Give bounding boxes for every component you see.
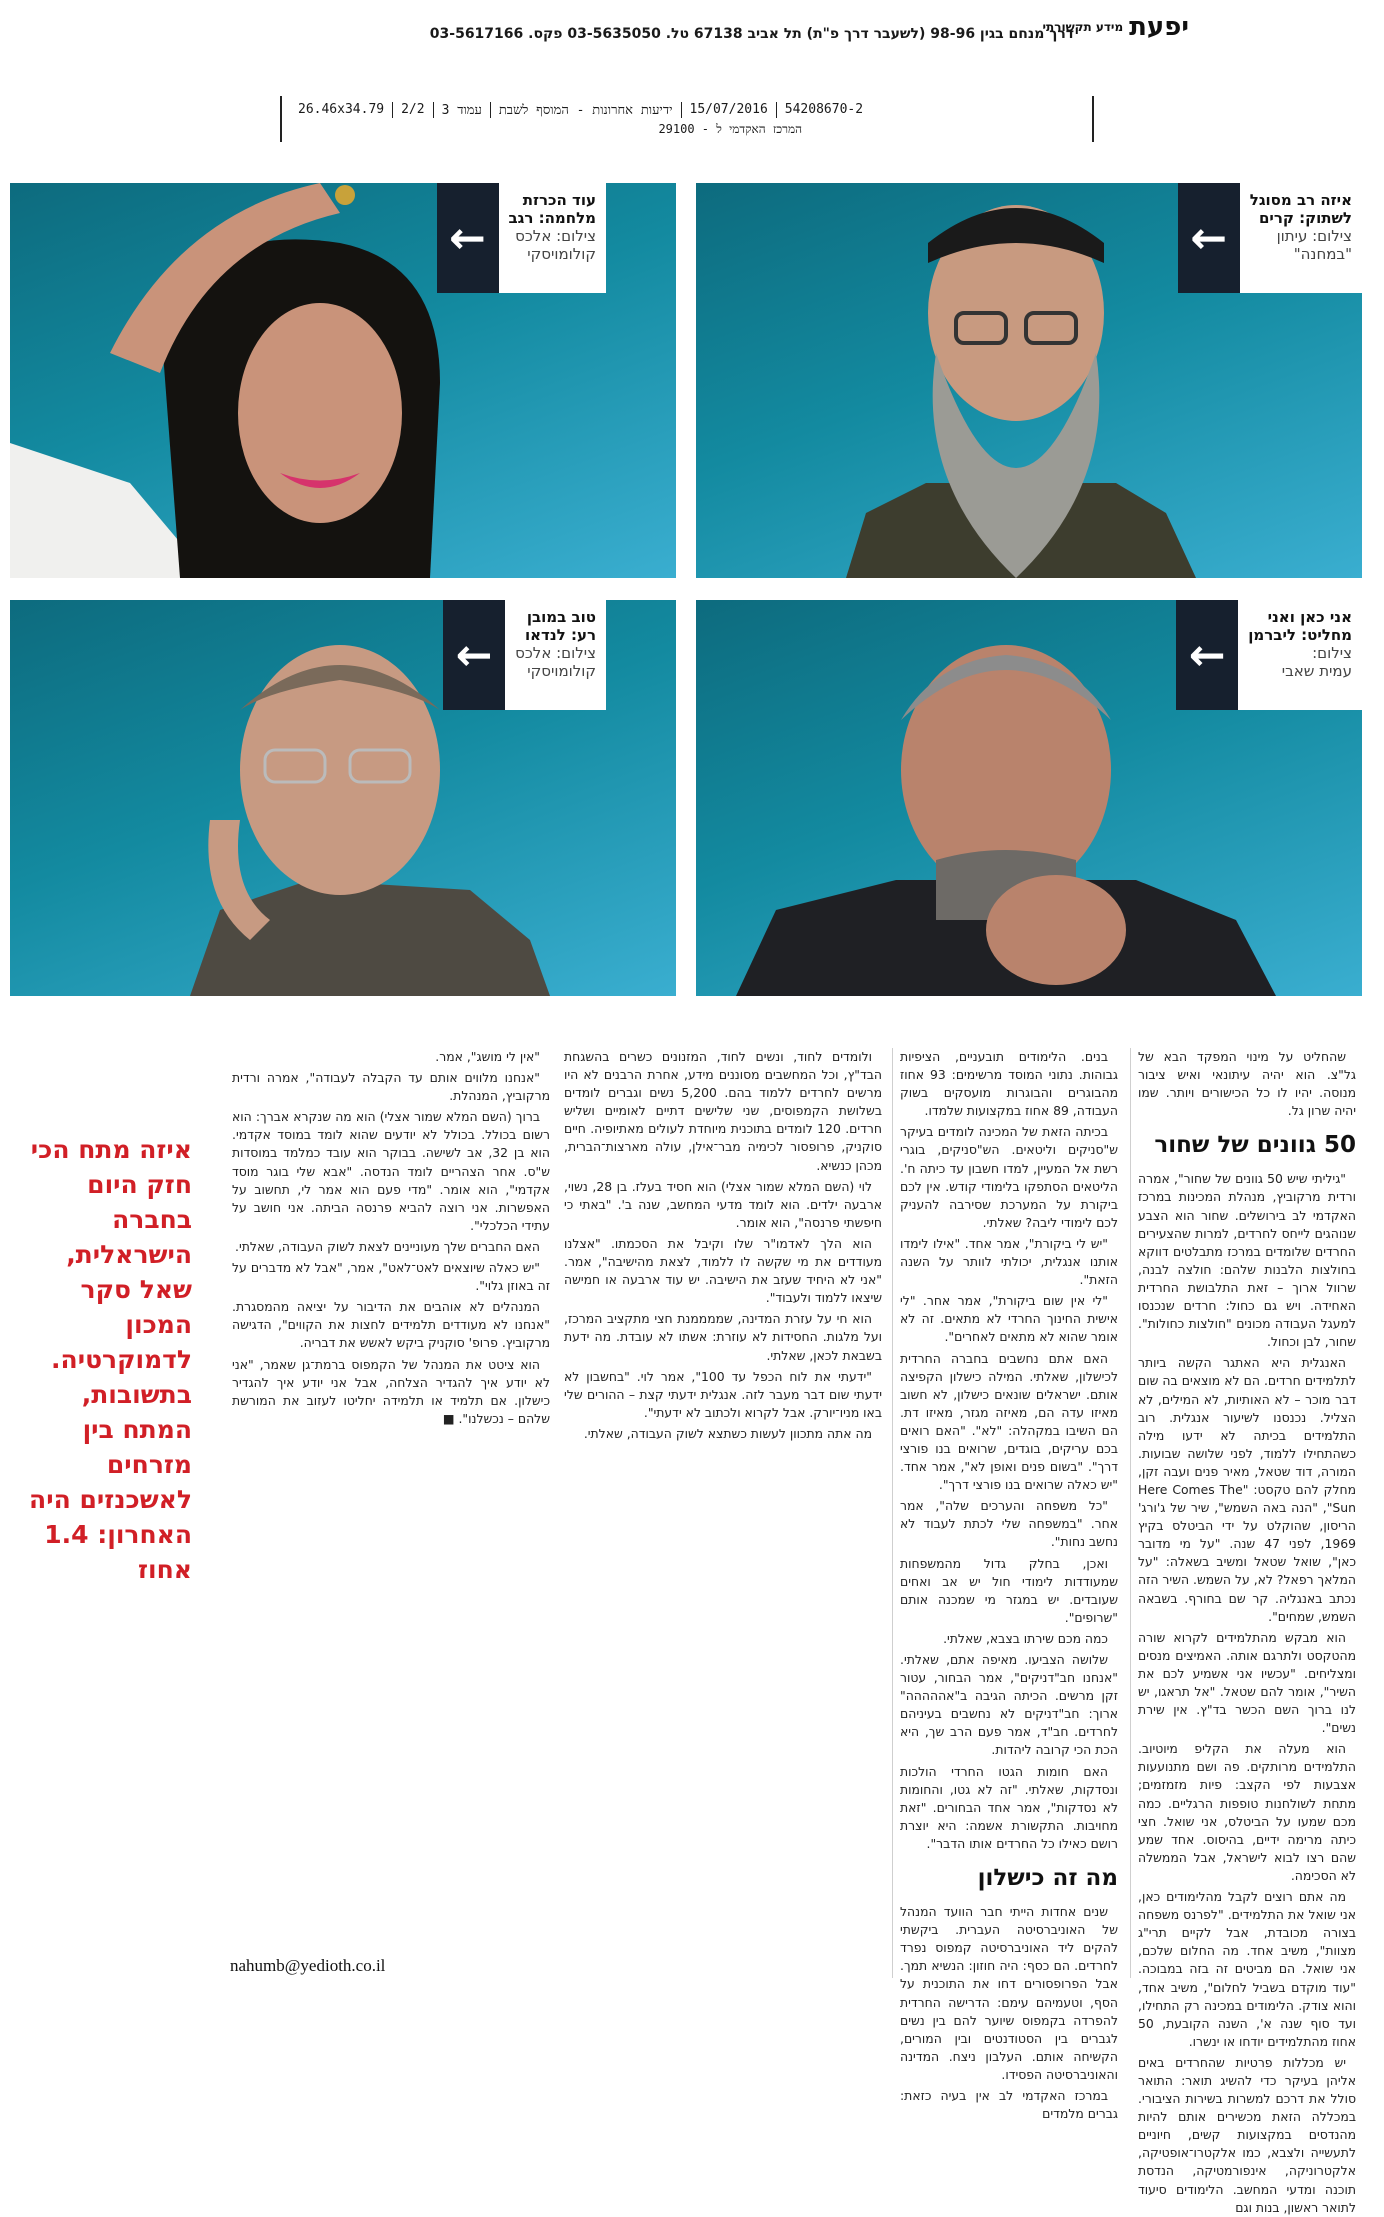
article-paragraph: הוא חי על עזרת המדינה, שממממנת חצי מתקציב המרכז, ועל מלגות. החסידות לא עוזרת: אשתו לא עובדת. מה ידעת בשבאת לכאן, שאלתי. [564,1311,882,1363]
article-paragraph: הוא ציטט את המנהל של הקמפוס ברמת־גן שאמר, "אני לא יודע איך להגדיר הצלחה, אבל אני יודע איך להגדיר כישלון. אם תלמיד או תלמידה יחליטו לעזוב את המורשת שלהם – נכשלנו". ■ [232,1356,550,1426]
column-1-body [1138,1170,1356,2216]
caption-credit-2: קולומויסקי [527,245,596,263]
arrow-left-icon: ← [1176,600,1238,710]
article-paragraph: "כל משפחה והערכים שלה", אמר אחר. "במשפחה שלי לכתת לעבוד לא נחשב נחות". [900,1498,1118,1550]
article-paragraph: כמה מכם שירתו בצבא, שאלתי. [943,1630,1108,1646]
article-paragraph: ברוך (השם המלא שמור אצלי) הוא מה שנקרא אברך: הוא רשום בכולל. בכולל לא יודעים שהוא לומד במוסד אקדמי. הוא בן 32, אב לשישה. בבוקר הוא עובד כמלמד במוסדות ש"ס. אחר הצהריים לומד הנדסה. "אבא שלי בוגר מוסד אקדמי", הוא אומר. "מדי פעם הוא אמר לי, תחשוב על האפשרות. אני רוצה להביא פרנסה הביתה. אני חושב על עתידי הכלכלי". [232,1109,550,1233]
article-column-2 [900,1048,1118,2122]
caption-title-2: רע: לנדאו [524,626,596,644]
article-paragraph: "יש כאלה שיוצאים לאט־לאט", אמר, "אבל לא מדברים על זה באוזן גלוי". [232,1260,550,1294]
article-paragraph: "אנחנו מלווים אותם עד הקבלה לעבודה", אמרה ורדית מרקוביץ, המנהלת. [232,1070,550,1104]
subheading-what-is-failure: מה זה כישלון [977,1865,1118,1892]
article-paragraph: הוא מבקש מהתלמידים לקרוא שורה מהטקסט ולתרגם אותה. האמיצים מנסים ומצליחים. "עכשיו אני אשמיע לכם את השיר", אומר להם שטאל. "אל תראגו, יש לנו ברוך השם הכשר בד"ץ. אין שירת נשים". [1138,1629,1356,1736]
photo-liberman [696,600,1362,996]
arrow-left-icon: ← [437,183,499,293]
meta-id: 54208670-2 [784,102,864,117]
meta-date: 15/07/2016 [682,102,777,118]
clipping-meta-bar [280,96,1094,142]
article-paragraph: האנגלית היא האתגר הקשה ביותר לתלמידים חרדים. הם לא מוצאים בה שום דבר מוכר – לא האותיות, לא המילים, לא הצליל. נכנסנו לשיעור אנגלית. רוב התלמידים בכיתה לא ידעו מילה כשהתחילו ללמוד, לפני שלושה שבועות. המורה, דוד שטאל, מאיר פנים ועבה זקן, מחלק להם טקסט: "Here Comes The Sun", "הנה באה השמש", שיר של ג'ורג' הריסון, שהוקלט על ידי הביטלס בקיץ 1969, לפני 47 שנה. "על מי מדובר כאן", שואל שטאל ומשיב בשאלה: "על המלאך רפאל? לא, על השמש. השיר הזה נכתב באנגליה. קר שם בחורף. בשבאה השמש, שמחים". [1138,1355,1356,1624]
article-paragraph: המנהלים לא אוהבים את הדיבור על יציאה מהמסגרת. "אנחנו לא מעודדים תלמידים לחצות את הקווים", הדגישה מרקוביץ. פרופ' סוקניק ביקש לאשש את דבריה. [232,1299,550,1351]
article-paragraph: בכיתה הזאת של המכינה לומדים בעיקר ש"סניקים וליטאים. הש"סניקים, בוגרי רשת אל המעיין, למדו חשבון עד כיתה ח'. הליטאים הסתפקו בלימודי קודש. אין לכם ביקורת על המערכת שסירבה להעניק לכם לימודי ליבה? שאלתי. [900,1124,1118,1230]
caption-credit-1: צילום: אלכס [515,227,596,245]
column-2-tail [900,1903,1118,2123]
meta-client: המרכז האקדמי ל - 29100 [658,122,802,136]
pull-quote: איזה מתח הכי חזק היום בחברה הישראלית, שאל סקר המכון לדמוקרטיה. בתשובות, המתח בין מזרחים לאשכנזים היה האחרון: 1.4 אחוז [29,1135,192,1584]
caption-title-1: איזה רב מסוגל [1249,191,1352,209]
caption-credit-2: קולומויסקי [527,662,596,680]
caption-title-1: אני כאן ואני [1267,608,1352,626]
article-paragraph: מה אתם רוצים לקבל מהלימודים כאן, אני שואל את התלמידים. "לפרנס משפחה בצורה מכובדת, אבל לקיים תרי"ג מצוות", משיב אחד. מה החלום שלכם, אני שואל. הם מביטים זה בזה במבוכה. "עוד מוקדם בשביל לחלום", משיב אחד, והוא צודק. הלימודים במכינה רק התחילו, ועד סוף שנה א', השנה הקובעת, 50 אחוז מהתלמידים יודחו או ינשרו. [1138,1889,1356,2049]
article-column-3 [232,1048,882,1978]
article-paragraph: ואכן, בחלק גדול מהמשפחות שמעודדות לימודי חול יש אב ואחים שעובדים. יש במגזר מי שמכנה אותם "שרופים". [900,1555,1118,1625]
article-paragraph: יש מכללות פרטיות שהחרדים באים אליהן בעיקר כדי להשיג תואר: התואר סולל את דרכם למשרות בשירות הציבורי. במכללה הזאת מכשירים אותם להיות מהנדסים במקצועות קשים, חיוניים לתעשייה ולצבא, כמו אלקטרו־אופטיקה, אלקטרוניקה, אינפורמטיקה, הנדסת תוכנה ומדעי המחשב. הלימודים סיעוד לתואר ראשון, בנות וגם [1138,2054,1356,2215]
column-divider [892,1048,893,1978]
meta-size: 26.46x34.79 [290,102,393,118]
photo-rabbi-karim [696,183,1362,578]
article-paragraph: "יש לי ביקורת", אמר אחד. "אילו לימדו אותנו אנגלית, יכולתי לוותר על השנה הזאת". [900,1235,1118,1288]
yifat-logo [1042,6,1193,48]
meta-page-label: עמוד 3 [434,102,491,118]
photo-caption [443,600,606,710]
caption-credit-1: צילום: אלכס [515,644,596,662]
arrow-left-icon: ← [443,600,505,710]
article-paragraph: שלושה הצביעו. מאיפה אתם, שאלתי. "אנחנו חב"דניקים", אמר הבחור, עטור זקן מרשים. הכיתה הגיבה ב"אההההה" ארוך: חב"דניקים לא נחשבים בעיניהם לחרדים. חב"ד, אמר פעם הרב שך, היא הכת הכי קרובה ליהדות. [900,1652,1118,1758]
article-paragraph: הוא הלך לאדמו"ר שלו וקיבל את הסכמתו. "אצלנו מעודדים את מי שקשה לו ללמוד, לצאת מהישיבה", אמר. "אני לא היחיד שעזב את הישיבה. יש עוד ארבעה או חמישה שיצאו ללמוד ולעבוד". [564,1235,882,1306]
caption-title-1: עוד הכרזת [522,191,596,209]
article-paragraph: שנים אחדות הייתי חבר הוועד המנהל של האוניברסיטה העברית. ביקשתי להקים ליד האוניברסיטה קמפוס נפרד לחרדים. הם כסף: היה חוזון: הנשיא תמך. אבל הפרופסורים דחו את התוכנית על הסף, וטעמיהם עימם: הדרישה החרדית להפרדה בקמפוס שיוער להם בין נשים לגברים בין הסטודנטים ובין המורים, הקשיחה אותם. העלבון ניצח. המדינה והאוניברסיטה הפסידו. [900,1904,1118,2082]
caption-title-2: לשתוק: קרים [1258,209,1352,227]
caption-credit-1: צילום: [1312,644,1352,662]
photo-caption [1178,183,1362,293]
article-paragraph: במרכז האקדמי לב אין בעיה כזאת: גברים מלמדים [900,2087,1118,2122]
subheading-50-shades: 50 גוונים של שחור [1154,1132,1356,1159]
article-paragraph: "אין לי מושג", אמר. [435,1049,540,1064]
caption-title-2: מלחמה: רגב [508,209,596,227]
article-paragraph: "ידעתי את לוח הכפל עד 100", אמר לוי. "בחשבון לא ידעתי שום דבר מעבר לזה. אנגלית ידעתי קצת – ההורים שלי באו מניו־יורק. אבל לקרוא ולכתוב לא ידעתי". [564,1368,882,1420]
meta-pages: 2/2 [393,102,433,118]
article-paragraph: ולומדים לחוד, ונשים לחוד, המזנונים כשרים בהשגחת הבד"ץ, וכל המחשבים מסוננים מידע, אחרת הרבנים לא היו מרשים לחרדים ללמוד בהם. 5,200 נשים וגברים לומדים בשלושת הקמפוסים, שני שלישים דתיים לאומיים ושליש חרדים. 120 לומדים בתוכנית מיוחדת לעולים מאתיופיה. חיים סוקניק, פרופסור לכימיה מבר־אילן, עולה מארצות־הברית, מכהן כנשיא. [564,1049,882,1173]
article-paragraph: מה אתה מתכוון לעשות כשתצא לשוק העבודה, שאלתי. [583,1425,872,1441]
article-paragraph: האם החברים שלך מעוניינים לצאת לשוק העבודה, שאלתי. [235,1238,540,1254]
article-paragraph: לוי (השם המלא שמור אצלי) הוא חסיד בעלז. בן 28, נשוי, ארבעה ילדים. הוא לומד מדעי המחשב, שנה ב'. "באתי כי חיפשתי פרנסה", הוא אומר. [564,1178,882,1230]
caption-credit-1: צילום: עיתון [1276,227,1352,245]
photo-caption [437,183,607,293]
article-paragraph: האם אתם נחשבים בחברה החרדית לכישלון, שאלתי. המילה כישלון הקפיצה אותם. ישראלים שונאים כישלון, לא חשוב מאיזו עדה הם, מאיזה מגזר, מאיזו דת. הם השיבו במקהלה: "לא". "האם רואים בכם עריקים, בוגדים, שרואים בנו פורצי דרך". "בשום פנים ואופן לא", אמר אחד. "יש כאלה שרואים בנו פורצי דרך". [900,1350,1118,1493]
column-1-intro [1138,1048,1356,1120]
article-paragraph: הוא מעלה את הקליפ מיוטיוב. התלמידים מרותקים. פה ושם מתנועעות אצבעות לפי הקצב: פיות מזמזמים; מתחת לשולחנות טופפות הרגליים. כמה מכם שמעו על הביטלס, אני שואל. חצי כיתה מרימה ידיים, בהיסוס. אחד שמע שהם רצו לבוא לישראל, אבל הממשלה לא הסכימה. [1138,1741,1356,1883]
column-3-body [232,1048,882,1443]
photo-regev [10,183,676,578]
author-email: nahumb@yedioth.co.il [230,1956,386,1975]
column-2-body [900,1048,1118,1853]
article-column-1 [1138,1048,1356,2215]
article-paragraph: בנים. הלימודים תובעניים, הציפיות גבוהות. נתוני המוסד מרשימים: 93 אחוז מהבוגרים והבוגרות מועסקים בשוק העבודה, 89 אחוז במקצועות שלמדו. [900,1049,1118,1119]
photo-landau [10,600,676,996]
caption-credit-2: עמית שאבי [1281,662,1352,680]
article-paragraph: האם חומות הגטו החרדי הולכות ונסדקות, שאלתי. "זה לא גטו, והחומות לא נסדקות", אמר אחד הבחורים. "זאת מחויבות. התקשורת אשמה: היא יוצרת רושם כאילו כל החרדים אותו הדבר". [900,1763,1118,1851]
header-address: דרך מנחם בגין 98-96 (לשעבר דרך פ"ת) תל אביב 67138 טל. 03-5635050 פקס. 03-5617166 [429,26,1074,42]
brand-subtitle: מידע תקשורתי [1042,20,1124,34]
article-paragraph: "גיליתי שיש 50 גוונים של שחור", אמרה ורדית מרקוביץ, מנהלת המכינות במרכז האקדמי לב בירושלים. שחור הוא הצבע שנוהגים לייחס לחרדים, למרות שהצעירים החרדים שלומדים במרכז מתבלטים דווקא בחולצות הלבנות שלהם: חולצה לבנה, שרוול ארוך – זאת התלבושת החרדית האחידה. ויש גם כחול: חרדים שנכנסו למעגל העבודה מכונים "חולצות כחולות". שחור, לבן וכחול. [1138,1171,1356,1350]
arrow-left-icon: ← [1178,183,1240,293]
meta-publication: ידיעות אחרונות - המוסף לשבת [491,102,682,118]
photo-caption [1176,600,1362,710]
caption-credit-2: "במחנה" [1293,245,1352,263]
brand-name: יפעת [1129,12,1189,42]
article-paragraph: שהחליט על מינוי המפקד הבא של גל"צ. הוא יהיה עיתונאי ואיש ציבור מנוסה. יהיו לו כל הכישורים ויותר. שמו יהיה שרון גל. [1138,1049,1356,1119]
caption-title-2: מחליט: ליברמן [1248,626,1352,644]
column-divider [1130,1048,1131,1978]
article-paragraph: "לי אין שום ביקורת", אמר אחר. "לי אישית החינוך החרדי לא מתאים. זה לא אומר שהוא לא מתאים לאחרים". [900,1293,1118,1345]
caption-title-1: טוב במובן [526,608,596,626]
